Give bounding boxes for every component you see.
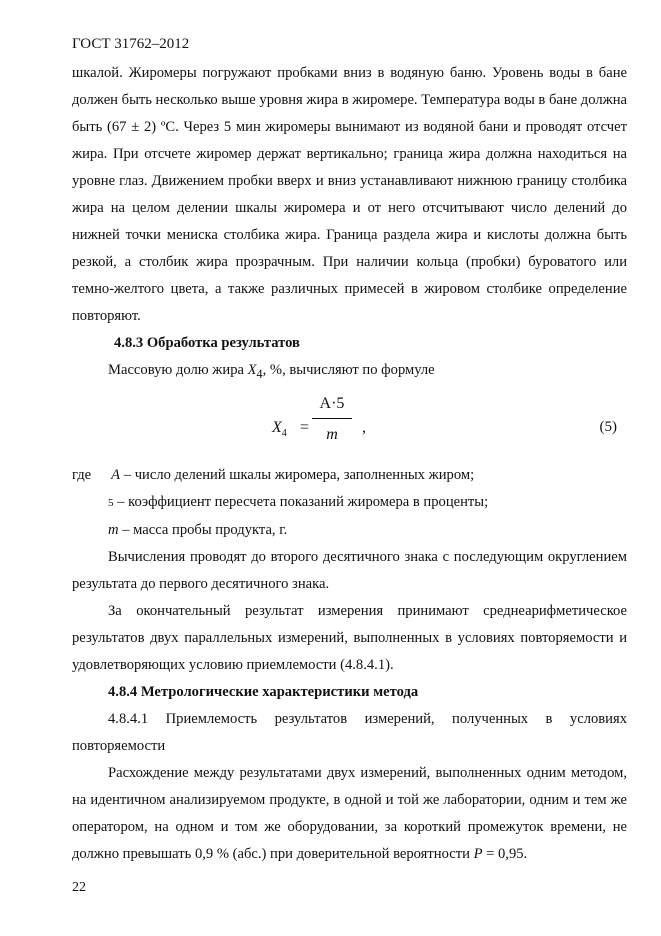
formula-equals: = xyxy=(300,418,310,436)
intro-text: Массовую долю жира xyxy=(108,362,248,378)
where-var-m: m xyxy=(108,521,119,538)
where-item-m: m – масса пробы продукта, г. xyxy=(108,521,288,538)
intro-subscript: 4 xyxy=(256,366,263,381)
paragraph-discrepancy: Расхождение между результатами двух измерений, выполненных одним методом, на идентичном анализируемом продукте, в одной и той же лаборатории, одним и тем же оператором, на одном и том же оборудовании, за короткий промежуток времени, не должно превышать 0,9 % (абс.) при доверительной вероятности P = 0,95. xyxy=(72,764,627,862)
page-number: 22 xyxy=(72,880,86,895)
where-var-a: A xyxy=(111,466,121,483)
paragraph-calculation: Вычисления проводят до второго десятичного знака с последующим округлением результата до первого десятичного знака. xyxy=(72,548,627,592)
where-label: где xyxy=(72,466,92,483)
formula-lhs: $X_4$ xyxy=(272,418,287,440)
formula-number: (5) xyxy=(599,418,617,435)
standard-header: ГОСТ 31762–2012 xyxy=(72,36,190,52)
paragraph-procedure: шкалой. Жиромеры погружают пробками вниз в водяную баню. Уровень воды в бане должен быть несколько выше уровня жира в жиромере. Температура воды в бане должна быть (67 ± 2) ºС. Через 5 мин жиромеры вынимают из водяной бани и проводят отсчет жира. При отсчете жиромер держат вертикально; граница жира должна находиться на уровне глаз. Движением пробки вверх и вниз устанавливают нижнюю границу столбика жира на целом делении шкалы жиромера и от него отсчитывают число делений до нижней точки мениска столбика жира. Граница раздела жира и кислоты должна быть резкой, а столбик жира прозрачным. При наличии кольца (пробки) буроватого или темно-желтого цвета, а также различных примесей в жировом столбике определение повторяют. xyxy=(72,65,627,324)
fraction-bar xyxy=(312,418,352,419)
formula-5 xyxy=(72,392,627,462)
formula-fraction xyxy=(312,392,352,447)
heading-4-8-4: 4.8.4 Метрологические характеристики метода xyxy=(108,683,419,700)
paragraph-formula-intro xyxy=(72,357,627,388)
where-item-5: 5 – коэффициент пересчета показаний жиромера в проценты; xyxy=(108,493,489,510)
paragraph-4-8-4-1: 4.8.4.1 Приемлемость результатов измерений, полученных в условиях повторяемости xyxy=(72,710,627,754)
body-text xyxy=(72,60,627,868)
probability-variable: P xyxy=(473,845,483,862)
formula-numerator: A·5 xyxy=(319,394,345,412)
intro-variable: X xyxy=(247,362,257,378)
formula-comma: , xyxy=(362,418,366,436)
intro-text-end: , %, вычисляют по формуле xyxy=(262,362,435,378)
paragraph-final-result: За окончательный результат измерения принимают среднеарифметическое результатов двух параллельных измерений, выполненных в условиях повторяемости и удовлетворяющих условию приемлемости (4.8.4.1). xyxy=(72,602,627,673)
formula-denominator: m xyxy=(326,425,338,443)
where-item-a: где A – число делений шкалы жиромера, заполненных жиром; xyxy=(72,466,475,483)
heading-4-8-3: 4.8.3 Обработка результатов xyxy=(114,335,300,351)
where-var-5: 5 xyxy=(108,496,114,509)
